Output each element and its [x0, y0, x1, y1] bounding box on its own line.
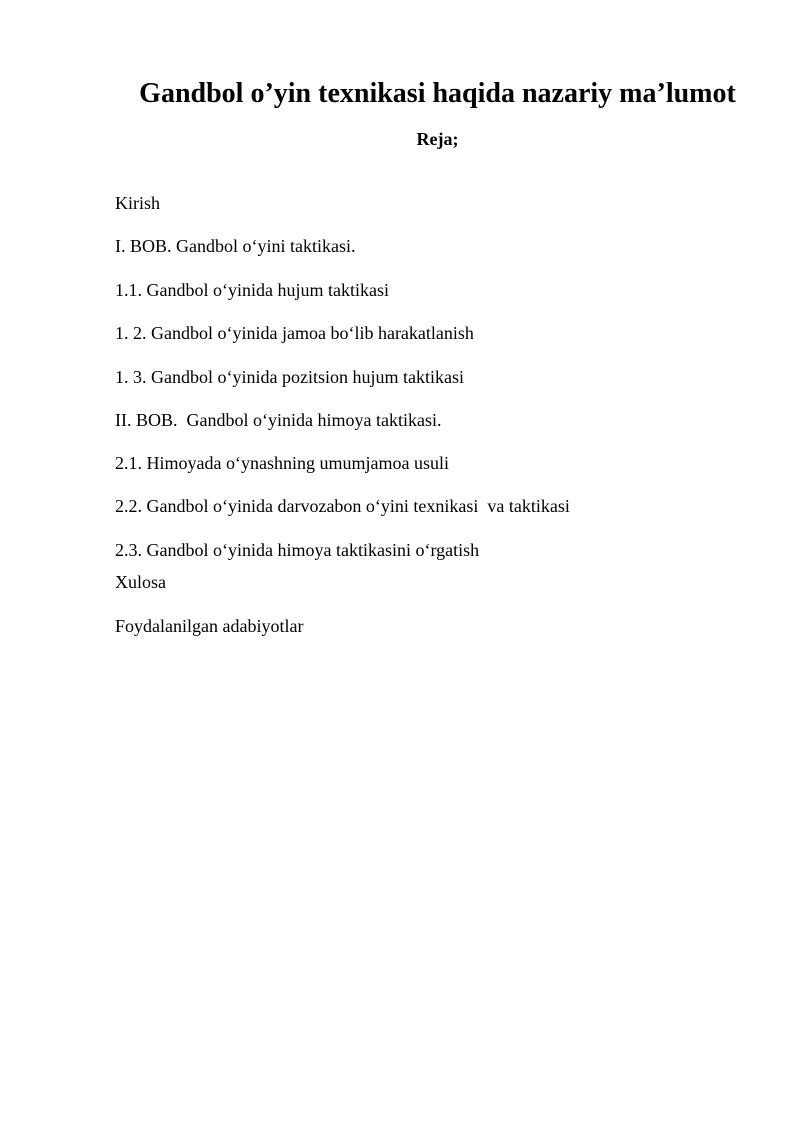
plan-item-section-1-2: 1. 2. Gandbol o‘yinida jamoa bo‘lib harakatlanish: [115, 323, 474, 343]
plan-item-section-1-3: 1. 3. Gandbol o‘yinida pozitsion hujum taktikasi: [115, 367, 464, 387]
plan-item-section-2-1: 2.1. Himoyada o‘ynashning umumjamoa usuli: [115, 453, 449, 473]
plan-item-references: Foydalanilgan adabiyotlar: [115, 616, 304, 636]
plan-item-chapter-2: II. BOB. Gandbol o‘yinida himoya taktikasi.: [115, 410, 442, 430]
plan-item-chapter-1: I. BOB. Gandbol o‘yini taktikasi.: [115, 236, 356, 256]
plan-item-section-1-1: 1.1. Gandbol o‘yinida hujum taktikasi: [115, 280, 389, 300]
plan-item-section-2-3: 2.3. Gandbol o‘yinida himoya taktikasini o‘rgatish: [115, 540, 480, 560]
plan-item-introduction: Kirish: [115, 193, 160, 213]
plan-heading: Reja;: [416, 129, 459, 149]
document-title: Gandbol o’yin texnikasi haqida nazariy ma’lumot: [139, 78, 736, 109]
plan-item-section-2-2: 2.2. Gandbol o‘yinida darvozabon o‘yini texnikasi va taktikasi: [115, 496, 570, 516]
plan-item-conclusion: Xulosa: [115, 572, 166, 592]
